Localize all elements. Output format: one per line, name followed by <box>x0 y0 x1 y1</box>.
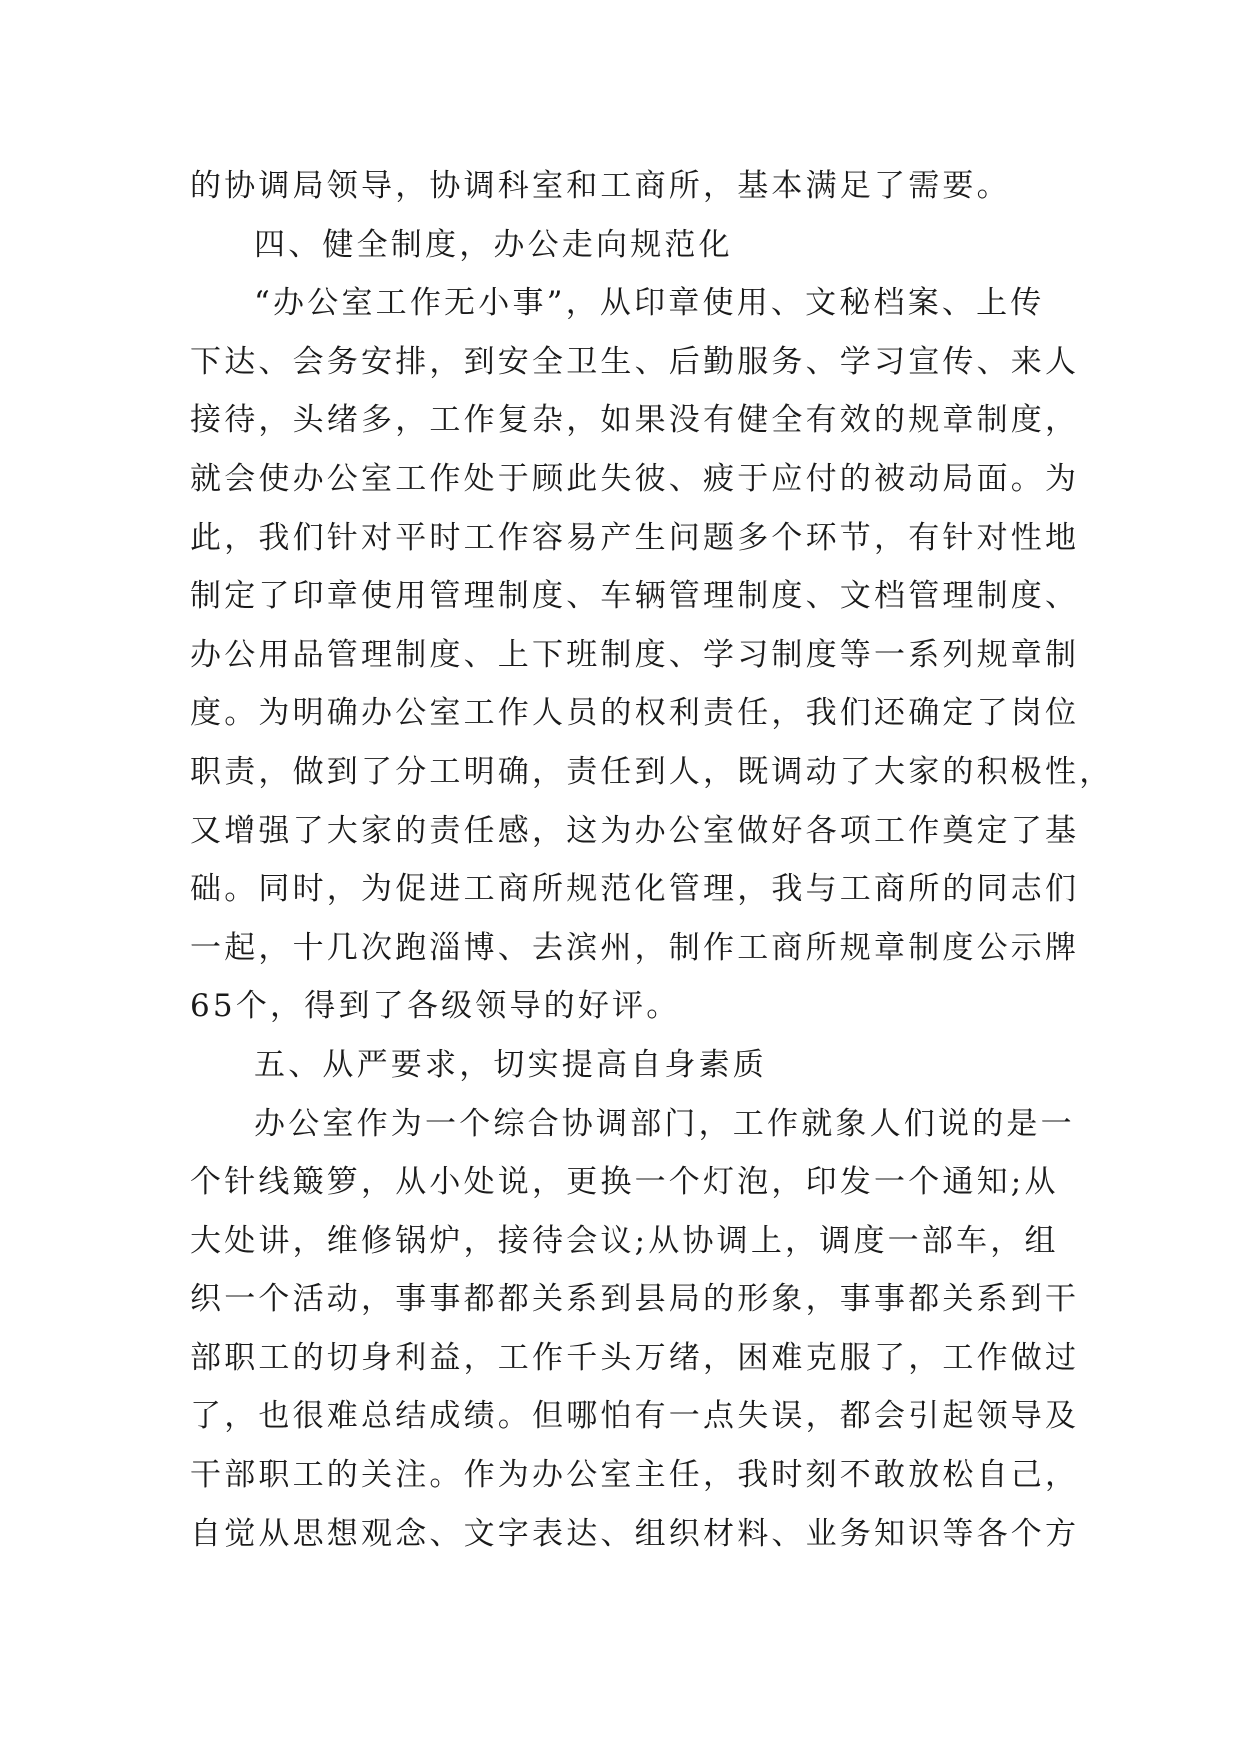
text-line: 65个，得到了各级领导的好评。 <box>190 988 681 1025</box>
text-line: 了，也很难总结成绩。但哪怕有一点失误，都会引起领导及 <box>190 1398 1080 1435</box>
text-line: 此，我们针对平时工作容易产生问题多个环节，有针对性地 <box>190 519 1080 556</box>
text-line: 干部职工的关注。作为办公室主任，我时刻不敢放松自己， <box>190 1457 1080 1494</box>
text-line: 下达、会务安排，到安全卫生、后勤服务、学习宣传、来人 <box>190 343 1080 380</box>
document-body <box>190 157 1114 1563</box>
text-line: 度。为明确办公室工作人员的权利责任，我们还确定了岗位 <box>190 695 1080 732</box>
text-line: 又增强了大家的责任感，这为办公室做好各项工作奠定了基 <box>190 812 1080 849</box>
section-heading-4: 四、健全制度，办公走向规范化 <box>254 226 733 263</box>
text-line: 办公用品管理制度、上下班制度、学习制度等一系列规章制 <box>190 636 1080 673</box>
text-line: 织一个活动，事事都都关系到县局的形象，事事都关系到干 <box>190 1281 1080 1318</box>
text-line: 制定了印章使用管理制度、车辆管理制度、文档管理制度、 <box>190 578 1080 615</box>
text-line: 础。同时，为促进工商所规范化管理，我与工商所的同志们 <box>190 871 1080 908</box>
text-line: 接待，头绪多，工作复杂，如果没有健全有效的规章制度， <box>190 402 1080 439</box>
text-line: 自觉从思想观念、文字表达、组织材料、业务知识等各个方 <box>190 1515 1080 1552</box>
text-line: “办公室工作无小事”，从印章使用、文秘档案、上传 <box>254 285 1045 322</box>
text-line: 一起，十几次跑淄博、去滨州，制作工商所规章制度公示牌 <box>190 929 1080 966</box>
section-heading-5: 五、从严要求，切实提高自身素质 <box>254 1046 767 1083</box>
text-line: 部职工的切身利益，工作千头万绪，困难克服了，工作做过 <box>190 1339 1080 1376</box>
text-line: 办公室作为一个综合协调部门，工作就象人们说的是一 <box>254 1105 1075 1142</box>
text-line: 就会使办公室工作处于顾此失彼、疲于应付的被动局面。为 <box>190 460 1080 497</box>
text-line: 大处讲，维修锅炉，接待会议;从协调上，调度一部车，组 <box>190 1222 1059 1259</box>
text-line: 个针线簸箩，从小处说，更换一个灯泡，印发一个通知;从 <box>190 1164 1059 1201</box>
text-line: 职责，做到了分工明确，责任到人，既调动了大家的积极性， <box>190 753 1114 790</box>
text-line: 的协调局领导，协调科室和工商所，基本满足了需要。 <box>190 168 1011 204</box>
